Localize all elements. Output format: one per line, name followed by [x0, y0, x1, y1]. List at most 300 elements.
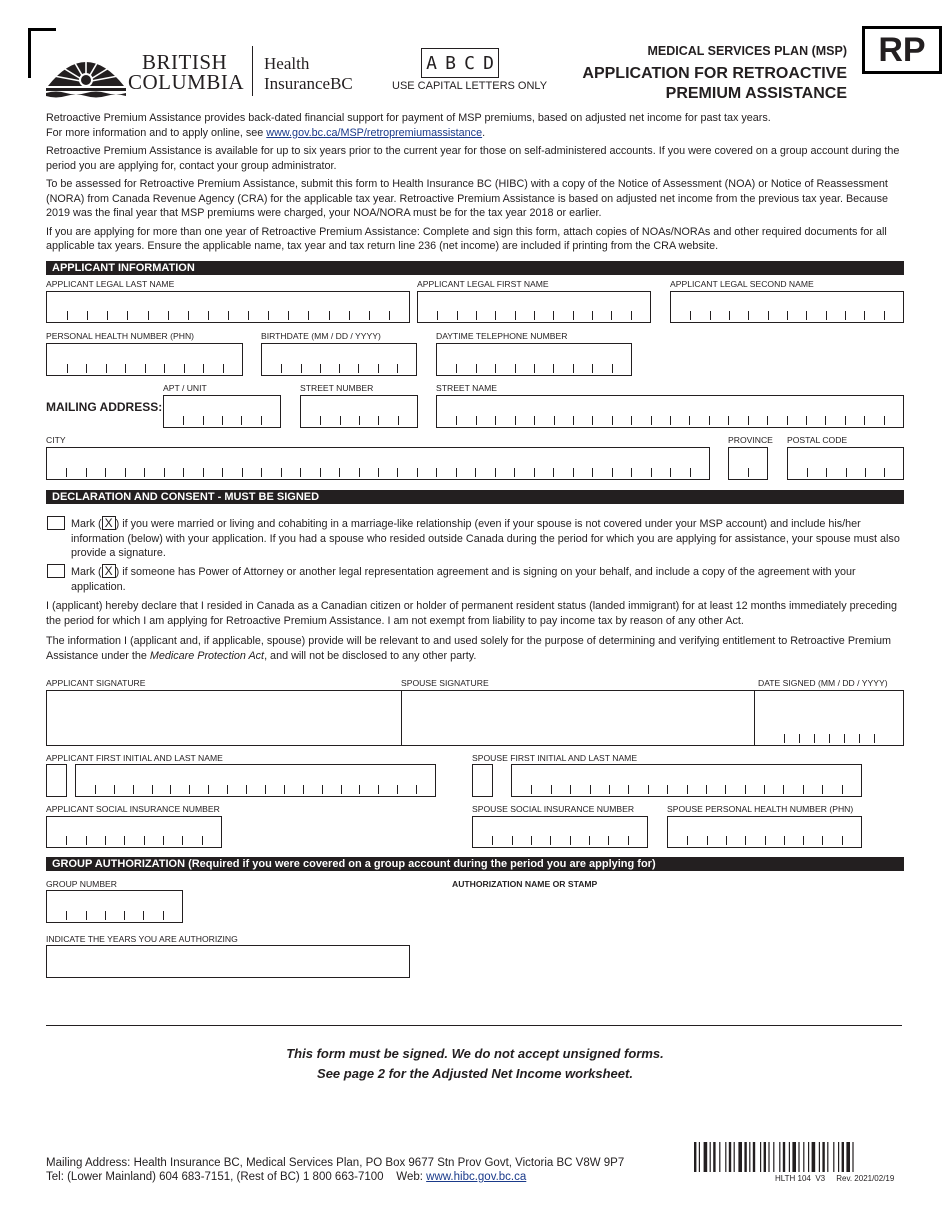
comb-tick — [106, 364, 107, 373]
comb-tick — [515, 311, 516, 320]
comb-tick — [573, 364, 574, 373]
spouse-initial-label: SPOUSE FIRST INITIAL AND LAST NAME — [472, 753, 638, 763]
comb-tick — [417, 468, 418, 477]
must-sign-line-1: This form must be signed. We do not accept unsigned forms. — [286, 1046, 664, 1061]
barcode-bar — [827, 1142, 828, 1172]
poa-checkbox-text — [71, 564, 907, 594]
health-line-1: Health — [264, 54, 310, 73]
intro-para-3: To be assessed for Retroactive Premium Assistance, submit this form to Health Insurance BC (HIBC) with a copy of the Notice of Assessment (NOA) or Notice of Reassessment (NORA) from Canada Revenue Agency (CRA) for the applicable tax year. Retroactive Premium Assistance is based on adjusted net income from the previous tax year. Because 2019 was the final year that MSP premiums were charged, your NOA/NORA must be for the tax year 2018 or earlier. — [46, 178, 888, 219]
comb-tick — [648, 785, 649, 794]
divider — [46, 1025, 902, 1026]
spouse-phn-label: SPOUSE PERSONAL HEALTH NUMBER (PHN) — [667, 804, 854, 814]
comb-tick — [806, 311, 807, 320]
comb-tick — [884, 416, 885, 425]
intro-para-2: Retroactive Premium Assistance is available for up to six years prior to the current year for those on self-administered accounts. If you were covered on a group account during the period you are applying for, contact your group administrator. — [46, 145, 900, 172]
comb-tick — [670, 468, 671, 477]
comb-tick — [592, 364, 593, 373]
comb-tick — [531, 785, 532, 794]
comb-tick — [242, 468, 243, 477]
comb-tick — [303, 785, 304, 794]
comb-tick — [492, 836, 493, 845]
spouse-signature-label: SPOUSE SIGNATURE — [401, 678, 489, 688]
comb-tick — [164, 364, 165, 373]
comb-tick — [86, 911, 87, 920]
comb-tick — [534, 311, 535, 320]
comb-tick — [133, 785, 134, 794]
comb-tick — [729, 311, 730, 320]
spouse-checkbox-text — [71, 516, 907, 561]
comb-tick — [592, 311, 593, 320]
comb-tick — [222, 468, 223, 477]
comb-tick — [551, 785, 552, 794]
barcode-bar — [738, 1142, 742, 1172]
applicant-sin-label: APPLICANT SOCIAL INSURANCE NUMBER — [46, 804, 220, 814]
comb-tick — [203, 468, 204, 477]
spouse-last-name-field[interactable] — [511, 764, 862, 797]
comb-tick — [690, 468, 691, 477]
comb-tick — [359, 468, 360, 477]
comb-tick — [456, 468, 457, 477]
comb-tick — [148, 311, 149, 320]
comb-tick — [745, 785, 746, 794]
mark-label: Mark ( — [71, 518, 102, 530]
privacy-statement — [46, 634, 908, 663]
comb-tick — [709, 416, 710, 425]
comb-tick — [261, 468, 262, 477]
comb-tick — [378, 416, 379, 425]
intro-para-1 — [46, 111, 908, 126]
comb-tick — [806, 416, 807, 425]
act-name: Medicare Protection Act — [149, 649, 265, 662]
comb-tick — [340, 416, 341, 425]
first-name-field[interactable] — [417, 291, 651, 323]
barcode-bar — [734, 1142, 735, 1172]
comb-tick — [125, 468, 126, 477]
barcode-bar — [713, 1142, 715, 1172]
comb-tick — [512, 836, 513, 845]
comb-tick — [248, 311, 249, 320]
comb-tick — [308, 311, 309, 320]
comb-tick — [476, 311, 477, 320]
comb-tick — [628, 836, 629, 845]
comb-tick — [495, 416, 496, 425]
intro-text — [46, 111, 908, 258]
barcode-bar — [764, 1142, 766, 1172]
barcode-bar — [699, 1142, 700, 1172]
comb-tick — [807, 468, 808, 477]
comb-tick — [203, 364, 204, 373]
barcode-bar — [744, 1142, 746, 1172]
comb-tick — [726, 836, 727, 845]
comb-tick — [495, 468, 496, 477]
comb-tick — [826, 468, 827, 477]
comb-tick — [573, 311, 574, 320]
comb-tick — [784, 734, 785, 743]
comb-tick — [265, 785, 266, 794]
comb-tick — [534, 468, 535, 477]
footer-tel-line — [46, 1170, 624, 1184]
comb-tick — [241, 416, 242, 425]
comb-tick — [783, 785, 784, 794]
comb-tick — [95, 785, 96, 794]
comb-tick — [127, 311, 128, 320]
comb-tick — [842, 836, 843, 845]
comb-tick — [706, 785, 707, 794]
barcode-bar — [760, 1142, 761, 1172]
comb-tick — [884, 468, 885, 477]
comb-tick — [202, 836, 203, 845]
intro-para-4: If you are applying for more than one year of Retroactive Premium Assistance: Complete and sign this form, attach copies of NOAs/NORAs and other required documents for all applicable tax years. Ensure the applicable name, tax year and tax return line 236 (net income) are included if printing from the CRA website. — [46, 225, 887, 252]
street-name-label: STREET NAME — [436, 383, 497, 393]
group-number-field[interactable] — [46, 890, 183, 923]
years-label: INDICATE THE YEARS YOU ARE AUTHORIZING — [46, 934, 238, 944]
comb-tick — [628, 785, 629, 794]
comb-tick — [107, 311, 108, 320]
barcode-bar — [773, 1142, 774, 1172]
comb-tick — [553, 364, 554, 373]
comb-tick — [884, 311, 885, 320]
cb1-text-b: If you had a spouse who resided outside Canada during the period for which you are applying for assistance, your spouse must also provide a signature. — [71, 532, 900, 559]
comb-tick — [87, 311, 88, 320]
comb-tick — [114, 785, 115, 794]
comb-tick — [612, 416, 613, 425]
phn-field[interactable] — [46, 343, 243, 376]
comb-tick — [208, 785, 209, 794]
comb-tick — [573, 416, 574, 425]
last-name-label: APPLICANT LEGAL LAST NAME — [46, 279, 175, 289]
comb-tick — [859, 734, 860, 743]
last-name-field[interactable] — [46, 291, 410, 323]
x-example: X — [102, 564, 116, 578]
comb-tick — [268, 311, 269, 320]
comb-tick — [707, 836, 708, 845]
comb-tick — [784, 836, 785, 845]
phone-field[interactable] — [436, 343, 632, 376]
comb-tick — [227, 785, 228, 794]
comb-tick — [748, 311, 749, 320]
barcode-bar — [808, 1142, 809, 1172]
mailing-address-label: MAILING ADDRESS: — [46, 400, 163, 414]
spouse-sin-field[interactable] — [472, 816, 648, 848]
comb-tick — [144, 468, 145, 477]
apt-field[interactable] — [163, 395, 281, 428]
comb-tick — [846, 468, 847, 477]
comb-tick — [322, 785, 323, 794]
comb-tick — [611, 311, 612, 320]
caps-note: USE CAPITAL LETTERS ONLY — [392, 80, 548, 92]
comb-tick — [553, 311, 554, 320]
privacy-b: , and will not be disclosed to any other party. — [264, 649, 477, 662]
comb-tick — [389, 311, 390, 320]
barcode-icon — [694, 1142, 902, 1172]
barcode-bar — [725, 1142, 726, 1172]
comb-tick — [378, 785, 379, 794]
must-sign-line-2: See page 2 for the Adjusted Net Income worksheet. — [317, 1066, 633, 1081]
cb2-text: ) if someone has Power of Attorney or another legal representation agreement and is signing on your behalf, and include a copy of the agreement with your application. — [71, 566, 856, 593]
years-field[interactable] — [46, 945, 410, 978]
barcode-bar — [789, 1142, 790, 1172]
cb1-text-a: ) if you were married or living and cohabiting in a marriage-like relationship (even if your spouse is not covered under your MSP account) and include his/her information (below) with your application. — [71, 518, 861, 545]
comb-tick — [163, 836, 164, 845]
barcode-bar — [846, 1142, 850, 1172]
barcode-bar — [803, 1142, 804, 1172]
comb-tick — [687, 785, 688, 794]
bc-line-2: COLUMBIA — [128, 70, 245, 94]
must-sign-notice — [0, 1044, 950, 1084]
comb-tick — [145, 364, 146, 373]
comb-tick — [690, 311, 691, 320]
footer-tel: Tel: (Lower Mainland) 604 683-7151, (Rest of BC) 1 800 663-7100 Web: — [46, 1171, 427, 1183]
barcode-bar — [798, 1142, 799, 1172]
comb-tick — [378, 468, 379, 477]
barcode-bar — [779, 1142, 780, 1172]
barcode-bar — [704, 1142, 708, 1172]
comb-tick — [476, 364, 477, 373]
comb-tick — [687, 836, 688, 845]
comb-tick — [222, 416, 223, 425]
comb-tick — [184, 364, 185, 373]
city-field[interactable] — [46, 447, 710, 480]
spouse-phn-field[interactable] — [667, 816, 862, 848]
comb-tick — [300, 468, 301, 477]
comb-tick — [495, 364, 496, 373]
comb-tick — [651, 416, 652, 425]
comb-tick — [208, 311, 209, 320]
comb-tick — [553, 468, 554, 477]
comb-tick — [515, 416, 516, 425]
comb-tick — [281, 468, 282, 477]
comb-tick — [589, 836, 590, 845]
comb-tick — [124, 836, 125, 845]
comb-tick — [534, 416, 535, 425]
province-label: PROVINCE — [728, 435, 773, 445]
comb-tick — [748, 416, 749, 425]
x-example: X — [102, 516, 116, 530]
barcode-bar — [812, 1142, 816, 1172]
comb-tick — [573, 468, 574, 477]
postal-label: POSTAL CODE — [787, 435, 848, 445]
comb-tick — [86, 364, 87, 373]
comb-tick — [246, 785, 247, 794]
comb-tick — [124, 911, 125, 920]
comb-tick — [764, 785, 765, 794]
comb-tick — [476, 416, 477, 425]
comb-tick — [168, 311, 169, 320]
comb-tick — [301, 364, 302, 373]
comb-tick — [359, 416, 360, 425]
comb-tick — [590, 785, 591, 794]
comb-tick — [864, 311, 865, 320]
barcode-bar — [822, 1142, 824, 1172]
comb-tick — [261, 416, 262, 425]
barcode-bar — [783, 1142, 785, 1172]
comb-tick — [67, 311, 68, 320]
comb-tick — [803, 785, 804, 794]
health-line-2: InsuranceBC — [264, 74, 353, 93]
comb-tick — [822, 836, 823, 845]
comb-tick — [378, 364, 379, 373]
applicant-last-name-field[interactable] — [75, 764, 436, 797]
comb-tick — [864, 416, 865, 425]
comb-tick — [223, 364, 224, 373]
form-code-badge: RP — [862, 26, 942, 74]
applicant-signature-field[interactable] — [46, 690, 402, 746]
comb-tick — [359, 785, 360, 794]
comb-tick — [865, 468, 866, 477]
comb-tick — [320, 416, 321, 425]
comb-tick — [105, 468, 106, 477]
province-field[interactable] — [728, 447, 768, 480]
hibc-web-link[interactable]: www.hibc.gov.bc.ca — [426, 1171, 527, 1183]
comb-tick — [86, 836, 87, 845]
comb-tick — [570, 836, 571, 845]
hibc-wordmark — [264, 54, 353, 94]
spouse-sin-label: SPOUSE SOCIAL INSURANCE NUMBER — [472, 804, 635, 814]
comb-tick — [188, 311, 189, 320]
group-section-header: GROUP AUTHORIZATION (Required if you were covered on a group account during the period you are applying for) — [46, 857, 904, 871]
barcode-bar — [729, 1142, 731, 1172]
spouse-checkbox[interactable] — [47, 516, 65, 530]
barcode-bar — [842, 1142, 844, 1172]
phn-label: PERSONAL HEALTH NUMBER (PHN) — [46, 331, 195, 341]
declaration-section-header: DECLARATION AND CONSENT - MUST BE SIGNED — [46, 490, 904, 504]
comb-tick — [416, 785, 417, 794]
comb-tick — [163, 911, 164, 920]
comb-tick — [803, 836, 804, 845]
comb-tick — [612, 364, 613, 373]
mark-label: Mark ( — [71, 566, 102, 578]
comb-tick — [341, 785, 342, 794]
comb-tick — [358, 364, 359, 373]
comb-tick — [320, 364, 321, 373]
intro-p1b-prefix: For more information and to apply online, see — [46, 126, 267, 139]
barcode-bar — [792, 1142, 796, 1172]
comb-tick — [397, 468, 398, 477]
comb-tick — [67, 364, 68, 373]
comb-tick — [710, 311, 711, 320]
comb-tick — [284, 785, 285, 794]
barcode-bar — [719, 1142, 720, 1172]
comb-tick — [143, 911, 144, 920]
comb-tick — [183, 468, 184, 477]
auth-name-label: AUTHORIZATION NAME OR STAMP — [452, 879, 598, 889]
phone-label: DAYTIME TELEPHONE NUMBER — [436, 331, 568, 341]
date-signed-field[interactable] — [754, 690, 904, 746]
comb-tick — [554, 416, 555, 425]
comb-tick — [86, 468, 87, 477]
title-line-1: APPLICATION FOR RETROACTIVE — [582, 65, 847, 82]
bc-line-1: BRITISH — [142, 50, 228, 74]
bc-wordmark — [128, 52, 244, 92]
spouse-initial-field[interactable] — [472, 764, 493, 797]
comb-tick — [822, 785, 823, 794]
barcode-bar — [749, 1142, 750, 1172]
comb-tick — [787, 311, 788, 320]
comb-tick — [369, 311, 370, 320]
bc-logo-icon — [46, 46, 126, 98]
example-letter: D — [483, 52, 494, 74]
comb-tick — [787, 416, 788, 425]
spouse-signature-field[interactable] — [401, 690, 755, 746]
form-number: HLTH 104 V3 Rev. 2021/02/19 — [775, 1174, 895, 1183]
comb-tick — [844, 734, 845, 743]
barcode-bar — [753, 1142, 755, 1172]
comb-tick — [339, 468, 340, 477]
form-title — [547, 64, 847, 104]
retro-assistance-link[interactable]: www.gov.bc.ca/MSP/retropremiumassistance — [266, 126, 483, 139]
birthdate-field[interactable] — [261, 343, 417, 376]
postal-field[interactable] — [787, 447, 904, 480]
intro-p1b-suffix: . — [482, 126, 486, 139]
comb-tick — [845, 416, 846, 425]
comb-tick — [203, 416, 204, 425]
comb-tick — [105, 911, 106, 920]
poa-checkbox[interactable] — [47, 564, 65, 578]
comb-tick — [456, 364, 457, 373]
applicant-sin-field[interactable] — [46, 816, 222, 848]
barcode-bar — [694, 1142, 696, 1172]
comb-tick — [768, 311, 769, 320]
comb-tick — [170, 785, 171, 794]
street-name-field[interactable] — [436, 395, 904, 428]
comb-tick — [189, 785, 190, 794]
comb-tick — [228, 311, 229, 320]
comb-tick — [397, 364, 398, 373]
comb-tick — [329, 311, 330, 320]
comb-tick — [515, 364, 516, 373]
comb-tick — [531, 836, 532, 845]
example-letter: A — [426, 52, 437, 74]
comb-tick — [152, 785, 153, 794]
applicant-initial-label: APPLICANT FIRST INITIAL AND LAST NAME — [46, 753, 223, 763]
barcode-bar — [833, 1142, 834, 1172]
comb-tick — [748, 468, 749, 477]
comb-tick — [550, 836, 551, 845]
applicant-signature-label: APPLICANT SIGNATURE — [46, 678, 146, 688]
comb-tick — [631, 468, 632, 477]
title-line-2: PREMIUM ASSISTANCE — [665, 85, 847, 102]
second-name-field[interactable] — [670, 291, 904, 323]
applicant-section-header: APPLICANT INFORMATION — [46, 261, 904, 275]
street-number-label: STREET NUMBER — [300, 383, 374, 393]
comb-tick — [728, 416, 729, 425]
comb-tick — [514, 468, 515, 477]
privacy-a: The information I (applicant and, if applicable, spouse) provide will be relevant to and used solely for the purpose of determining and verifying entitlement to Retroactive Premium Assistance under the — [46, 635, 892, 662]
comb-tick — [799, 734, 800, 743]
comb-tick — [651, 468, 652, 477]
applicant-initial-field[interactable] — [46, 764, 67, 797]
intro-p1: Retroactive Premium Assistance provides back-dated financial support for payment of MSP premiums, based on adjusted net income for past tax years. — [46, 112, 771, 124]
city-label: CITY — [46, 435, 66, 445]
date-signed-label: DATE SIGNED (MM / DD / YYYY) — [758, 678, 888, 688]
comb-tick — [495, 311, 496, 320]
barcode-bar — [710, 1142, 711, 1172]
comb-tick — [66, 911, 67, 920]
comb-tick — [670, 416, 671, 425]
first-name-label: APPLICANT LEGAL FIRST NAME — [417, 279, 549, 289]
comb-tick — [845, 311, 846, 320]
comb-tick — [436, 468, 437, 477]
comb-tick — [814, 734, 815, 743]
comb-tick — [570, 785, 571, 794]
capital-letters-example — [421, 48, 499, 78]
street-number-field[interactable] — [300, 395, 418, 428]
comb-tick — [475, 468, 476, 477]
comb-tick — [826, 311, 827, 320]
comb-tick — [144, 836, 145, 845]
comb-tick — [592, 416, 593, 425]
comb-tick — [339, 364, 340, 373]
